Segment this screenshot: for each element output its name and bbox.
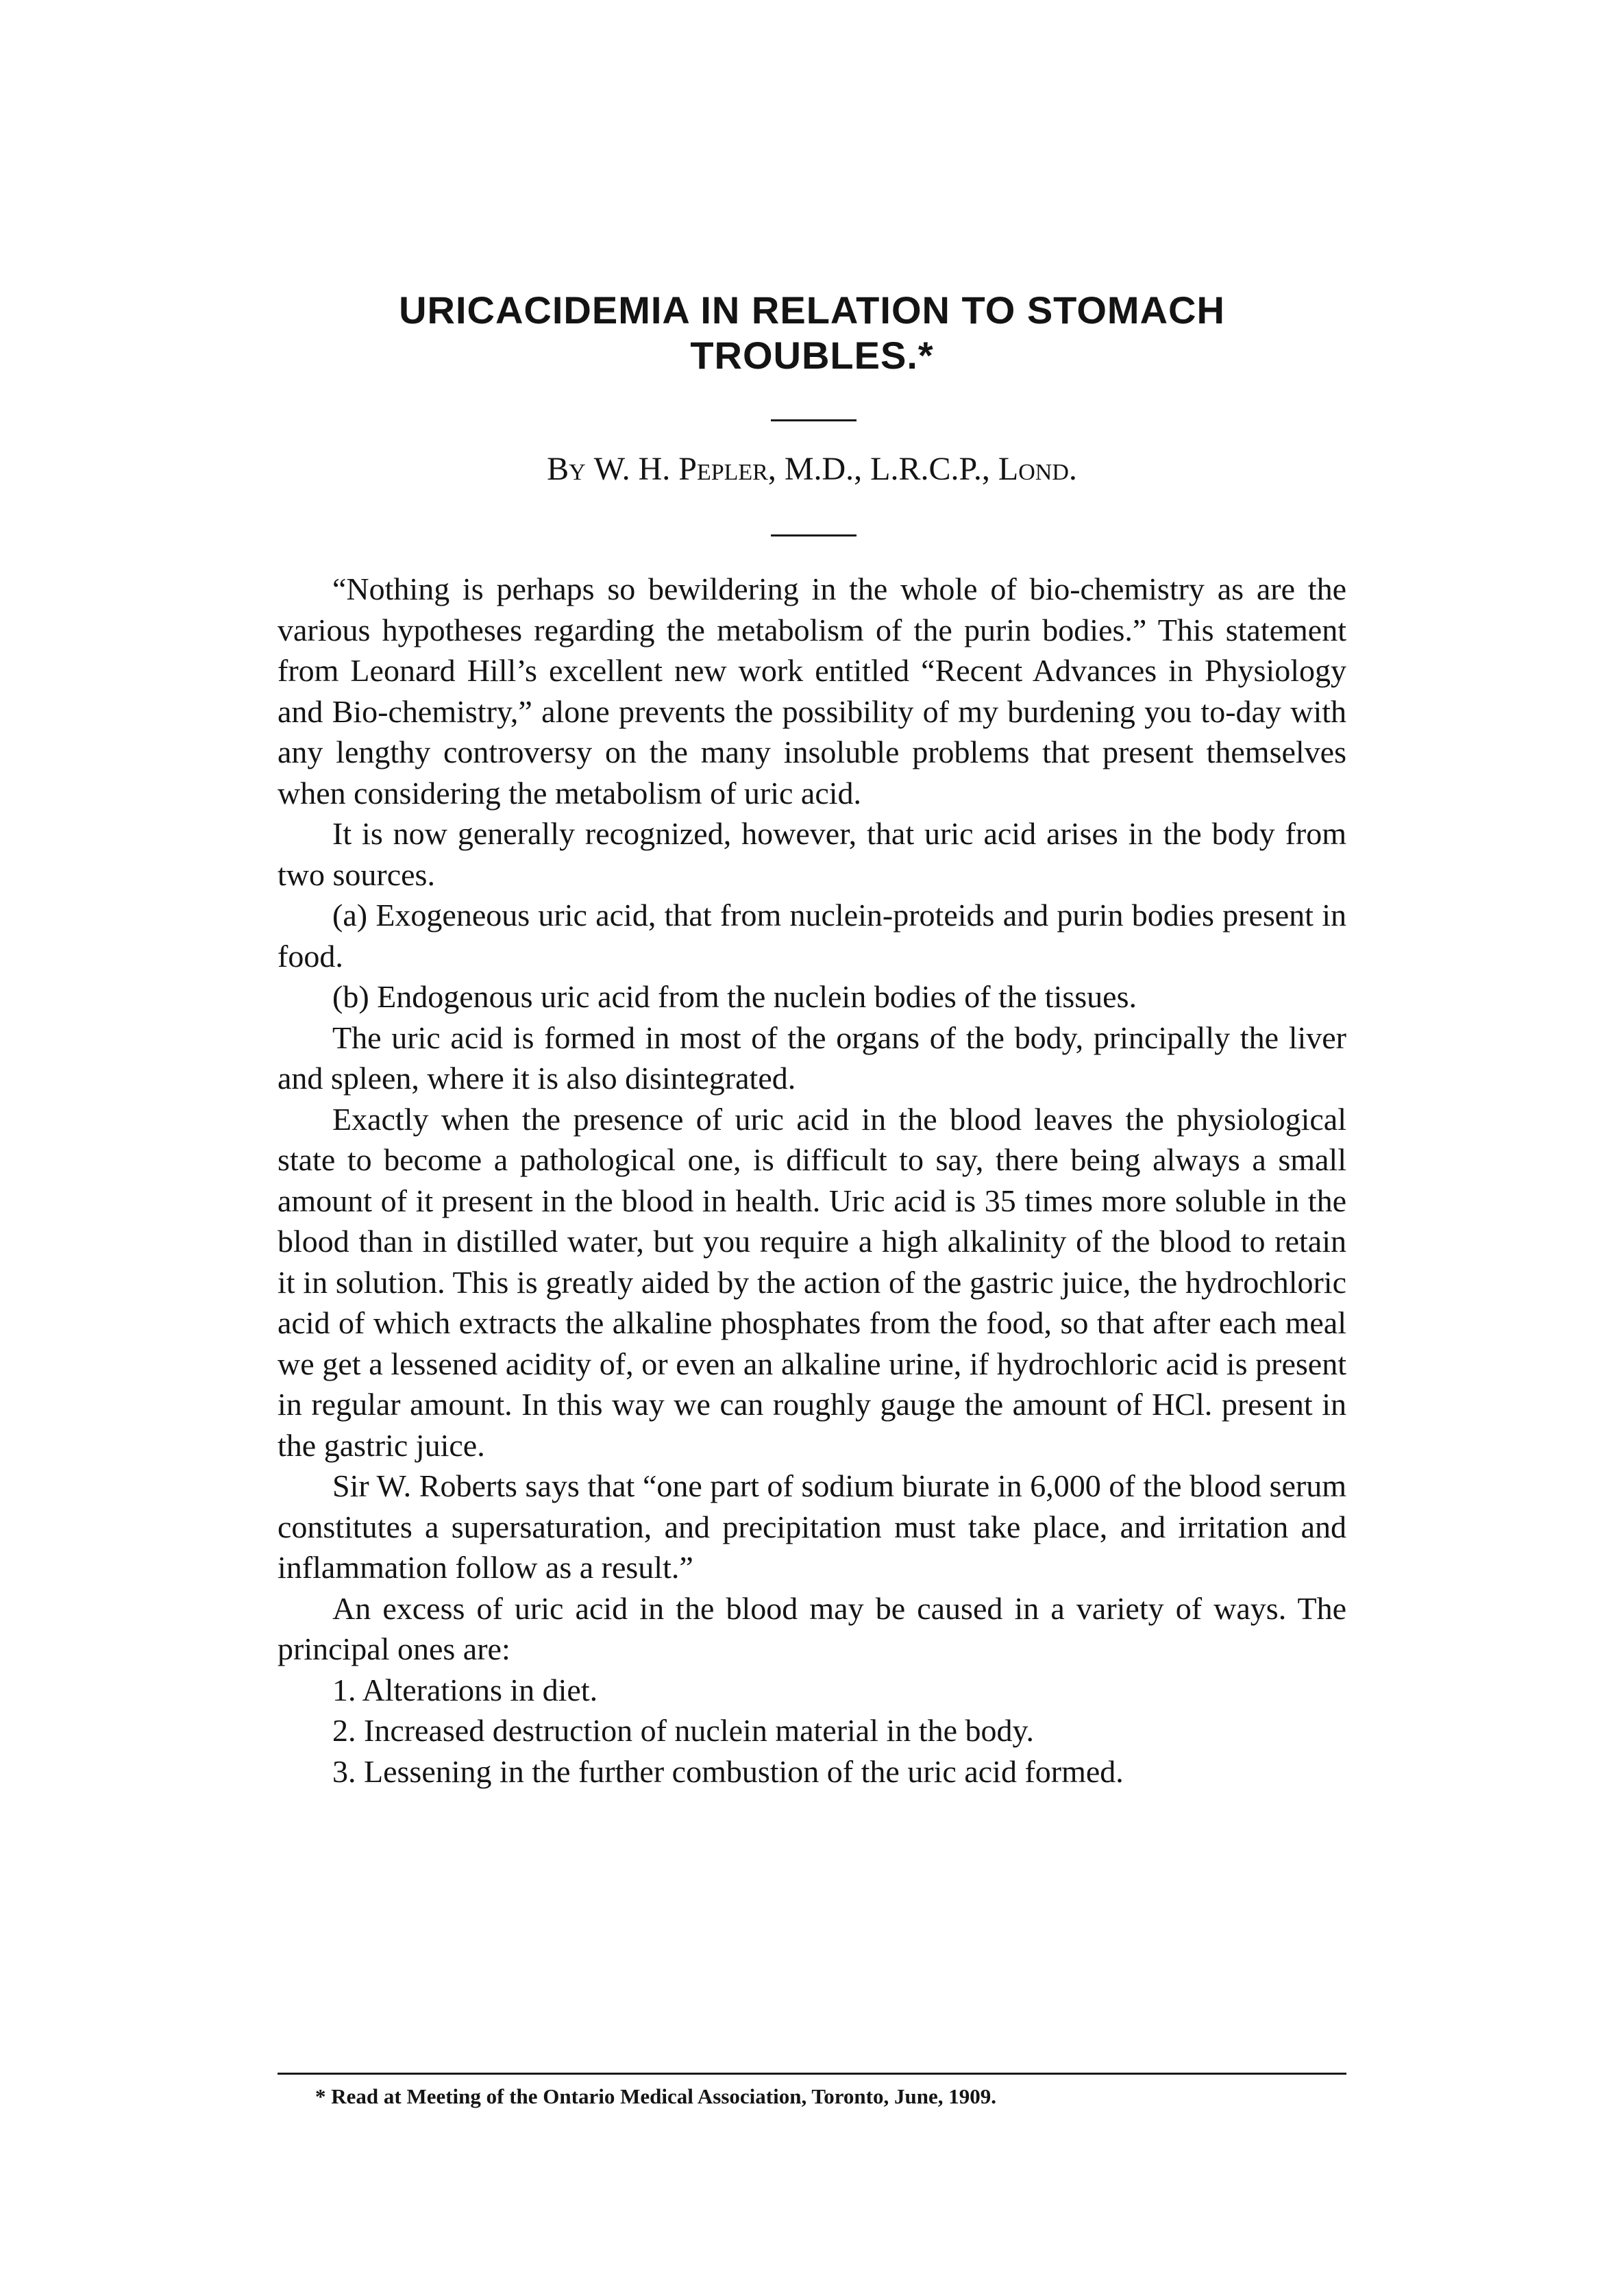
paragraph-roberts-quote: Sir W. Roberts says that “one part of sodium biurate in 6,000 of the blood serum constitutes a supersaturation, and precipitation must take place, and irritation and inflammation follow as a result.” — [278, 1468, 1346, 1585]
list-item-cause-1: 1. Alterations in diet. — [332, 1672, 598, 1707]
paragraph-uric-acid-sources: It is now generally recognized, however, that uric acid arises in the body from two sources. — [278, 816, 1346, 892]
footnote-rule — [278, 2073, 1346, 2075]
paragraph-source-exogeneous: (a) Exogeneous uric acid, that from nuclein-proteids and purin bodies present in food. — [278, 898, 1346, 974]
paragraph-formation-organs: The uric acid is formed in most of the organs of the body, principally the liver and spleen, where it is also disintegrated. — [278, 1020, 1346, 1096]
article-body — [278, 569, 1346, 1792]
list-item-cause-2: 2. Increased destruction of nuclein material in the body. — [332, 1713, 1034, 1748]
list-item-cause-3: 3. Lessening in the further combustion of the uric acid formed. — [332, 1753, 1124, 1789]
paragraph-intro-quote: “Nothing is perhaps so bewildering in the whole of bio-chemistry as are the various hypotheses regarding the metabolism of the purin bodies.” This statement from Leonard Hill’s excellent new work entitled “Recent Advances in Physiology and Bio-chemistry,” alone prevents the possibility of my burdening you to-day with any lengthy controversy on the many insoluble problems that present themselves when considering the metabolism of uric acid. — [278, 571, 1346, 811]
byline-author: W. H. Pepler, M.D., L.R.C.P., Lond. — [593, 451, 1077, 487]
byline-prefix: By — [547, 451, 586, 487]
paragraph-excess-causes: An excess of uric acid in the blood may be caused in a variety of ways. The principal ones are: — [278, 1590, 1346, 1666]
paragraph-source-endogenous: (b) Endogenous uric acid from the nuclein bodies of the tissues. — [332, 979, 1137, 1014]
article-title-line-1: URICACIDEMIA IN RELATION TO STOMACH — [399, 288, 1225, 332]
article-title-line-2: TROUBLES.* — [690, 334, 934, 377]
paragraph-pathological-state: Exactly when the presence of uric acid in the blood leaves the physiological state to become a pathological one, is difficult to say, there being always a small amount of it present in the blood in health. Uric acid is 35 times more soluble in the blood than in distilled water, but you require a high alkalinity of the blood to retain it in solution. This is greatly aided by the action of the gastric juice, the hydrochloric acid of which extracts the alkaline phosphates from the food, so that after each meal we get a lessened acidity of, or even an alkaline urine, if hydrochloric acid is present in regular amount. In this way we can roughly gauge the amount of HCl. present in the gastric juice. — [278, 1101, 1346, 1463]
byline-separator-rule — [771, 534, 857, 536]
footnote: * Read at Meeting of the Ontario Medical Association, Toronto, June, 1909. — [315, 2084, 996, 2108]
author-byline — [278, 449, 1346, 490]
title-separator-rule — [771, 419, 857, 421]
article-title — [278, 288, 1346, 378]
document-page — [278, 0, 1346, 2296]
